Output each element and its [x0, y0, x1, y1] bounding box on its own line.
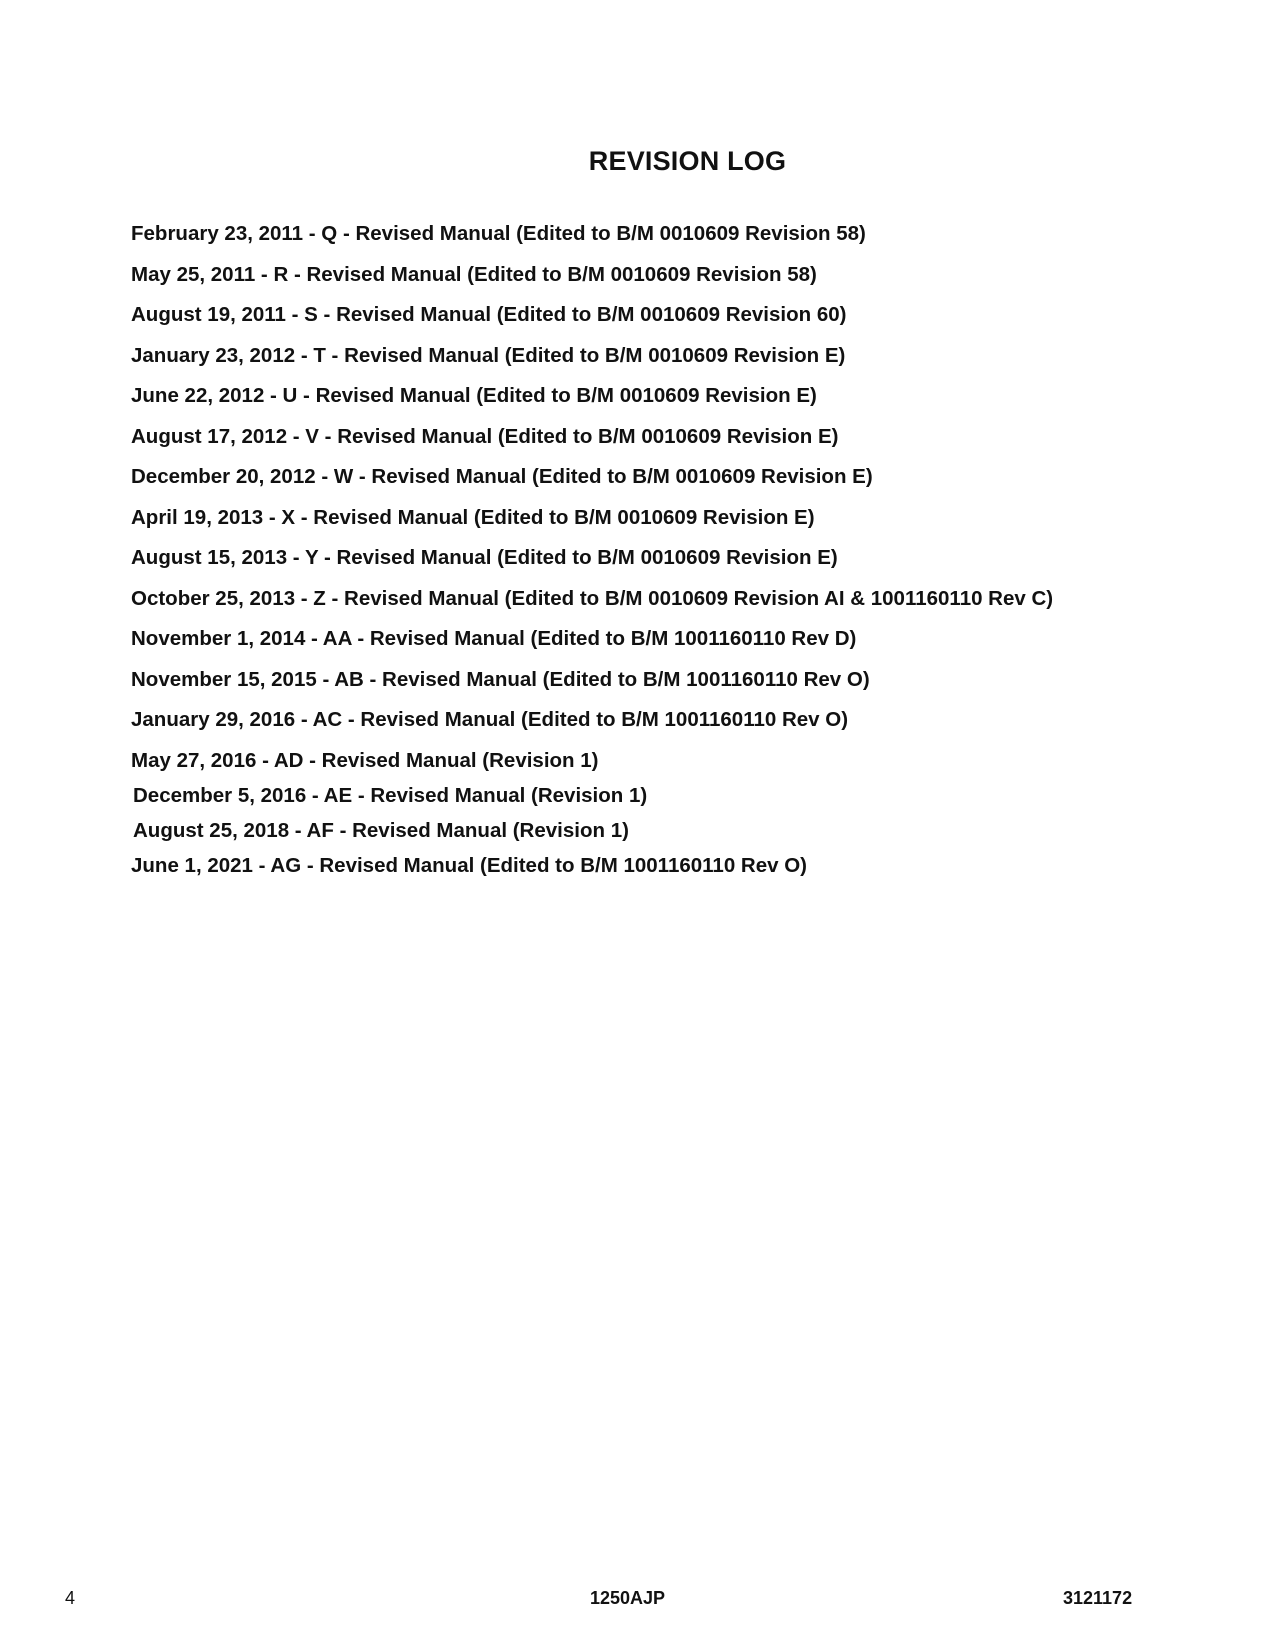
revision-entry: November 1, 2014 - AA - Revised Manual (Edited to B/M 1001160110 Rev D) [131, 627, 857, 650]
page-title: REVISION LOG [588, 146, 787, 176]
revision-entry: August 19, 2011 - S - Revised Manual (Edited to B/M 0010609 Revision 60) [131, 303, 847, 326]
revision-entry: August 15, 2013 - Y - Revised Manual (Edited to B/M 0010609 Revision E) [131, 546, 838, 569]
revision-entry: December 20, 2012 - W - Revised Manual (Edited to B/M 0010609 Revision E) [131, 465, 873, 488]
revision-entry: January 29, 2016 - AC - Revised Manual (Edited to B/M 1001160110 Rev O) [131, 708, 849, 731]
revision-entry: June 1, 2021 - AG - Revised Manual (Edited to B/M 1001160110 Rev O) [131, 853, 807, 877]
revision-entry: November 15, 2015 - AB - Revised Manual (Edited to B/M 1001160110 Rev O) [131, 667, 870, 691]
page-footer [0, 1588, 1275, 1612]
document-number: 3121172 [1063, 1588, 1133, 1608]
revision-entry: June 22, 2012 - U - Revised Manual (Edited to B/M 0010609 Revision E) [131, 384, 817, 407]
model-name: 1250AJP [590, 1588, 666, 1608]
revision-list [131, 220, 1231, 887]
revision-entry: May 27, 2016 - AD - Revised Manual (Revision 1) [131, 748, 599, 772]
revision-entry: April 19, 2013 - X - Revised Manual (Edited to B/M 0010609 Revision E) [131, 505, 815, 529]
revision-entry: February 23, 2011 - Q - Revised Manual (Edited to B/M 0010609 Revision 58) [131, 222, 866, 245]
revision-entry: May 25, 2011 - R - Revised Manual (Edited to B/M 0010609 Revision 58) [131, 262, 817, 286]
page-number: 4 [65, 1588, 76, 1608]
revision-entry: October 25, 2013 - Z - Revised Manual (Edited to B/M 0010609 Revision AI & 1001160110 Rev C) [131, 586, 1054, 610]
revision-entry: January 23, 2012 - T - Revised Manual (Edited to B/M 0010609 Revision E) [131, 343, 846, 367]
revision-entry: August 17, 2012 - V - Revised Manual (Edited to B/M 0010609 Revision E) [131, 424, 839, 448]
revision-entry: August 25, 2018 - AF - Revised Manual (Revision 1) [133, 818, 629, 842]
revision-entry: December 5, 2016 - AE - Revised Manual (Revision 1) [133, 783, 648, 807]
